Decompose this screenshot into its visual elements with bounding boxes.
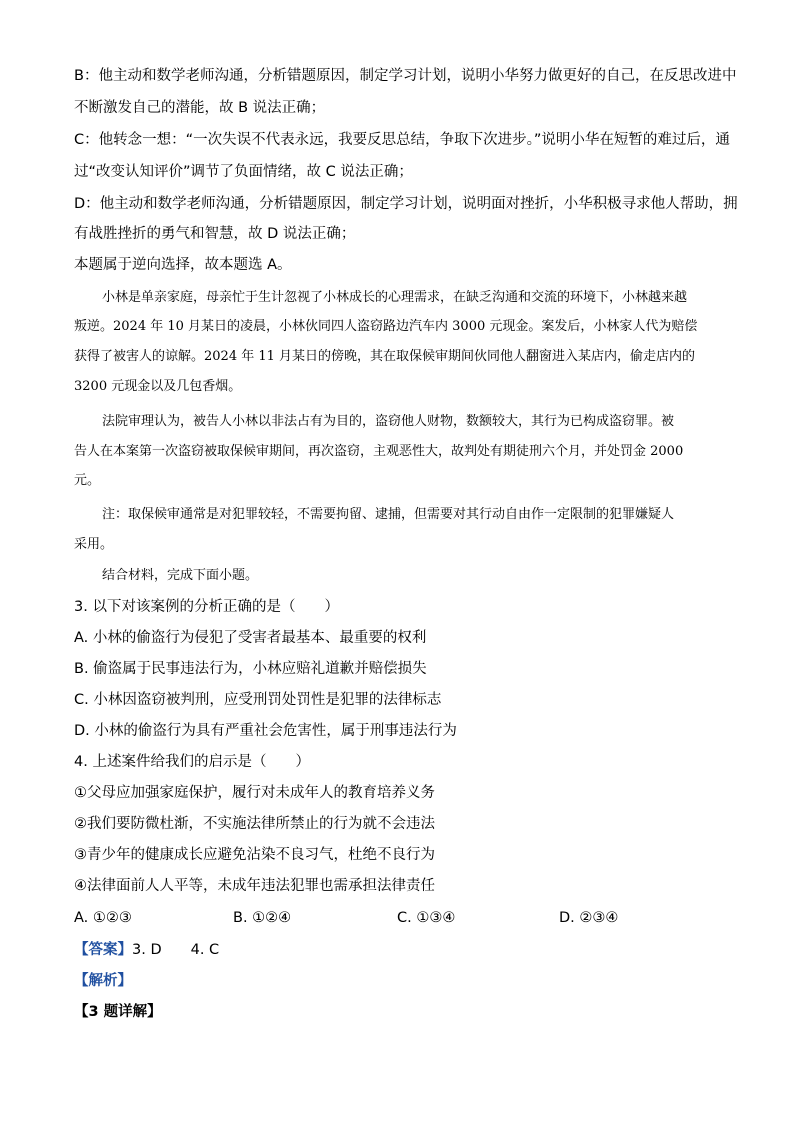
question-3-option-d: D. 小林的偷盗行为具有严重社会危害性，属于刑事违法行为 (74, 723, 457, 739)
analysis-line-c1: C：他转念一想：“一次失误不代表永远，我要反思总结，争取下次进步。”说明小华在短暂的难过后，通 (74, 132, 730, 148)
instruction-line: 结合材料，完成下面小题。 (102, 568, 259, 583)
detail-label: 【3 题详解】 (74, 1004, 162, 1020)
analysis-line-d2: 有战胜挫折的勇气和智慧，故 D 说法正确； (74, 226, 356, 242)
question-4-statement-4: ④法律面前人人平等，未成年违法犯罪也需承担法律责任 (74, 878, 435, 894)
question-4-choice-b: B. ①②④ (233, 910, 292, 926)
answer-label: 【答案】 (74, 942, 132, 958)
answer-row (74, 940, 219, 960)
analysis-line-d1: D：他主动和数学老师沟通，分析错题原因，制定学习计划，说明面对挫折，小华积极寻求他人帮助，拥 (74, 196, 738, 212)
question-4-statement-3: ③青少年的健康成长应避免沾染不良习气，杜绝不良行为 (74, 847, 435, 863)
material-line: 元。 (74, 473, 101, 488)
question-3-option-b: B. 偷盗属于民事违法行为，小林应赔礼道歉并赔偿损失 (74, 661, 427, 677)
question-4-statement-2: ②我们要防微杜渐，不实施法律所禁止的行为就不会违法 (74, 816, 435, 832)
question-4-choice-a: A. ①②③ (74, 910, 132, 926)
note-line: 采用。 (74, 537, 114, 552)
material-line: 获得了被害人的谅解。2024 年 11 月某日的傍晚，其在取保候审期间伙同他人翻窗进入某店内，偷走店内的 (74, 349, 696, 364)
material-line: 告人在本案第一次盗窃被取保候审期间，再次盗窃，主观恶性大，故判处有期徒刑六个月，并处罚金 2000 (74, 444, 684, 459)
analysis-line-b1: B：他主动和数学老师沟通，分析错题原因，制定学习计划，说明小华努力做更好的自己，在反思改进中 (74, 68, 737, 84)
question-4-choice-d: D. ②③④ (559, 910, 619, 926)
material-line: 法院审理认为，被告人小林以非法占有为目的，盗窃他人财物，数额较大，其行为已构成盗窃罪。被 (102, 414, 675, 429)
note-line: 注：取保候审通常是对犯罪较轻，不需要拘留、逮捕，但需要对其行动自由作一定限制的犯罪嫌疑人 (102, 507, 675, 522)
analysis-line-b2: 不断激发自己的潜能，故 B 说法正确； (74, 100, 326, 116)
question-3-option-a: A. 小林的偷盗行为侵犯了受害者最基本、最重要的权利 (74, 630, 427, 646)
question-3-stem: 3. 以下对该案例的分析正确的是（ ） (74, 599, 339, 615)
question-4-statement-1: ①父母应加强家庭保护，履行对未成年人的教育培养义务 (74, 785, 435, 801)
material-line: 3200 元现金以及几包香烟。 (74, 379, 242, 394)
material-line: 叛逆。2024 年 10 月某日的凌晨，小林伙同四人盗窃路边汽车内 3000 元现金。案发后，小林家人代为赔偿 (74, 319, 698, 334)
question-4-choice-c: C. ①③④ (397, 910, 456, 926)
analysis-conclusion: 本题属于逆向选择，故本题选 A。 (74, 257, 292, 273)
answer-text: 3. D 4. C (132, 942, 220, 958)
analysis-line-c2: 过“改变认知评价”调节了负面情绪，故 C 说法正确； (74, 164, 413, 180)
analysis-label: 【解析】 (74, 973, 132, 989)
material-line: 小林是单亲家庭，母亲忙于生计忽视了小林成长的心理需求，在缺乏沟通和交流的环境下，小林越来越 (102, 290, 688, 305)
question-4-stem: 4. 上述案件给我们的启示是（ ） (74, 754, 310, 770)
question-3-option-c: C. 小林因盗窃被判刑，应受刑罚处罚性是犯罪的法律标志 (74, 692, 442, 708)
